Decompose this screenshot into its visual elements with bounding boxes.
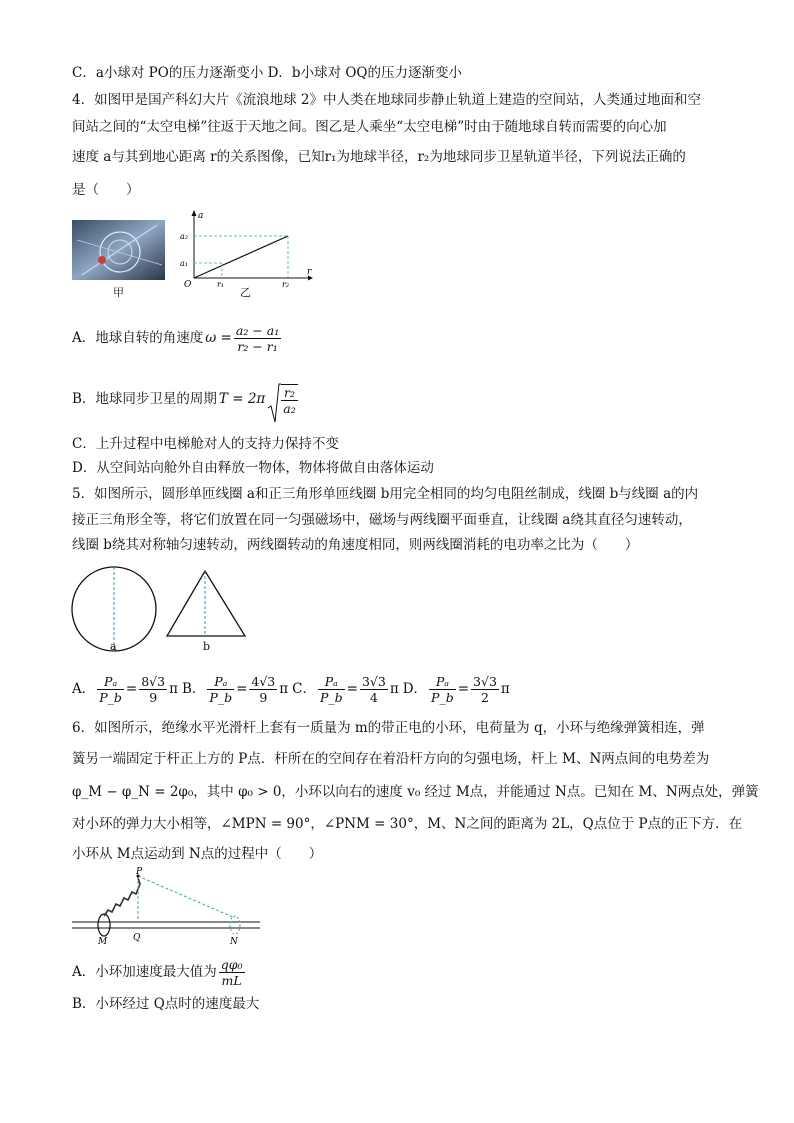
q5-option-lhs-fraction: [97, 674, 124, 705]
q5-option-equals: =: [125, 681, 138, 697]
q5-option-tail: π: [169, 681, 178, 697]
q4-tick-r2: r₂: [282, 280, 290, 289]
q4-text-line2: 间站之间的“太空电梯”往返于天地之间。图乙是人乘坐“太空电梯”时由于随地球自转而需要的向心加: [72, 119, 667, 135]
q6-option-a-num: qφ₀: [220, 956, 243, 972]
q6-option-a: [72, 952, 247, 992]
q5-option-rhs-den: 9: [149, 689, 158, 705]
q4-option-c: C．上升过程中电梯舱对人的支持力保持不变: [72, 436, 339, 452]
q5-option-a: [72, 674, 178, 705]
q4-text-line1: 4．如图甲是国产科幻大片《流浪地球 2》中人类在地球同步静止轨道上建造的空间站，人类通过地面和空: [72, 92, 701, 108]
q6-option-a-den: mL: [221, 972, 242, 988]
q6-text-line1: 6．如图所示，绝缘水平光滑杆上套有一质量为 m的带正电的小环，电荷量为 q，小环与绝缘弹簧相连，弹: [72, 720, 705, 736]
q5-option-letter: C．: [292, 681, 316, 697]
q5-option-d: [403, 674, 510, 705]
q5-option-rhs-fraction: [139, 674, 167, 705]
q6-option-a-fraction: [219, 957, 245, 988]
q4-option-b-sqrt: [267, 382, 299, 416]
q5-option-rhs-den: 4: [369, 689, 378, 705]
q5-option-rhs-num: 4√3: [251, 673, 276, 689]
q5-option-letter: D．: [402, 681, 428, 697]
q5-option-rhs-fraction: [360, 674, 388, 705]
q5-option-rhs-fraction: [471, 674, 499, 705]
q5-option-rhs-den: 2: [480, 689, 489, 705]
q5-option-tail: π: [500, 681, 510, 697]
q5-option-c: [292, 674, 399, 705]
q5-label-a: a: [110, 640, 117, 653]
q4-text-line4: 是（ ）: [72, 182, 140, 198]
q6-label-q: Q: [133, 933, 141, 943]
q4-option-d: D．从空间站向舱外自由释放一物体，物体将做自由落体运动: [72, 460, 434, 476]
q4-option-a-prefix: A．地球自转的角速度: [72, 330, 204, 346]
q5-text-line2: 接正三角形全等，将它们放置在同一匀强磁场中，磁场与两线圈平面垂直，让线圈 a绕其直径匀速转动，: [72, 512, 692, 528]
q4-option-b: [72, 376, 300, 422]
q5-option-rhs-num: 3√3: [473, 673, 497, 689]
q5-text-line3: 线圈 b绕其对称轴匀速转动，两线圈转动的角速度相同，则两线圈消耗的电功率之比为（ ）: [72, 537, 639, 553]
q5-option-rhs-den: 9: [259, 689, 268, 705]
q4-graph-yi: [178, 208, 313, 290]
q6-text-line5: 小环从 M点运动到 N点的过程中（ ）: [72, 846, 323, 862]
q6-label-p: P: [136, 867, 143, 877]
q5-option-equals: =: [236, 681, 248, 697]
q4-origin: O: [184, 280, 192, 290]
q4-axis-a: a: [198, 211, 204, 221]
q4-axis-r: r: [307, 267, 312, 277]
q5-text-line1: 5．如图所示，圆形单匝线圈 a和正三角形单匝线圈 b用完全相同的均匀电阻丝制成，线圈 b与线圈 a的内: [72, 486, 699, 502]
q4-option-b-num: r₂: [281, 385, 297, 401]
q6-option-b: B．小环经过 Q点时的速度最大: [72, 996, 260, 1012]
q5-option-lhs-fraction: [429, 674, 456, 705]
q5-option-lhs-fraction: [207, 674, 234, 705]
q4-option-a-lhs: ω =: [205, 330, 232, 346]
q3-options-cd: C．a小球对 PO的压力逐渐变小 D．b小球对 OQ的压力逐渐变小: [72, 65, 463, 81]
q5-option-rhs-fraction: [249, 674, 277, 705]
q6-text-line3: φ_M − φ_N = 2φ₀，其中 φ₀ > 0，小环以向右的速度 v₀ 经过 M点，并能通过 N点。已知在 M、N两点处，弹簧: [72, 784, 759, 800]
q5-option-b: [182, 674, 288, 705]
sqrt-sign-icon: [267, 382, 281, 424]
q5-option-lhs-den: P_b: [319, 689, 343, 705]
q4-tick-a2: a₂: [180, 232, 188, 241]
q5-option-lhs-den: P_b: [99, 689, 122, 705]
q5-options: [72, 668, 514, 710]
q5-option-lhs-num: Pₐ: [207, 674, 234, 690]
q5-option-letter: A．: [72, 681, 96, 697]
q4-option-b-fraction: [281, 384, 297, 416]
q5-option-letter: B．: [181, 681, 206, 697]
q4-text-line3: 速度 a与其到地心距离 r的关系图像，已知r₁为地球半径，r₂为地球同步卫星轨道半径，下列说法正确的: [72, 149, 686, 165]
q6-text-line4: 对小环的弹力大小相等，∠MPN = 90°，∠PNM = 30°，M、N之间的距离为 2L，Q点位于 P点的正下方．在: [72, 816, 743, 832]
q5-label-b: b: [203, 640, 211, 653]
q5-option-lhs-num: Pₐ: [318, 674, 345, 690]
q4-option-b-prefix: B．地球同步卫星的周期: [72, 391, 217, 407]
q4-option-a-num: a₂ − a₁: [235, 322, 280, 338]
q6-label-n: N: [230, 937, 238, 947]
q5-option-lhs-den: P_b: [431, 689, 454, 705]
q5-option-tail: π: [279, 681, 289, 697]
q4-tick-r1: r₁: [217, 280, 225, 289]
q5-option-rhs-num: 3√3: [361, 673, 386, 689]
q4-option-b-lhs: T = 2π: [218, 391, 266, 407]
q5-option-lhs-fraction: [318, 674, 345, 705]
q4-tick-a1: a₁: [180, 259, 188, 268]
q5-option-equals: =: [457, 681, 470, 697]
q4-caption-jia: 甲: [113, 286, 124, 299]
q4-option-b-den: a₂: [283, 401, 296, 416]
q5-option-rhs-num: 8√3: [141, 673, 166, 689]
q6-option-a-prefix: A．小环加速度最大值为: [72, 964, 217, 980]
q6-rod-spring-diagram: [70, 866, 265, 948]
q5-option-equals: =: [346, 681, 358, 697]
q6-text-line2: 簧另一端固定于杆正上方的 P点．杆所在的空间存在着沿杆方向的匀强电场，杆上 M、N两点间的电势差为: [72, 751, 710, 767]
q5-option-lhs-den: P_b: [209, 689, 233, 705]
q4-option-a: [72, 317, 283, 359]
q4-option-a-fraction: [234, 323, 281, 354]
q4-caption-yi: 乙: [240, 286, 251, 299]
q5-triangle-coil-b: [162, 568, 252, 640]
q5-option-tail: π: [389, 681, 399, 697]
q6-label-m: M: [98, 937, 108, 947]
q4-photo-jia: [72, 220, 165, 280]
q5-option-lhs-num: Pₐ: [97, 674, 124, 690]
q4-option-a-den: r₂ − r₁: [237, 338, 278, 354]
q5-option-lhs-num: Pₐ: [429, 674, 456, 690]
